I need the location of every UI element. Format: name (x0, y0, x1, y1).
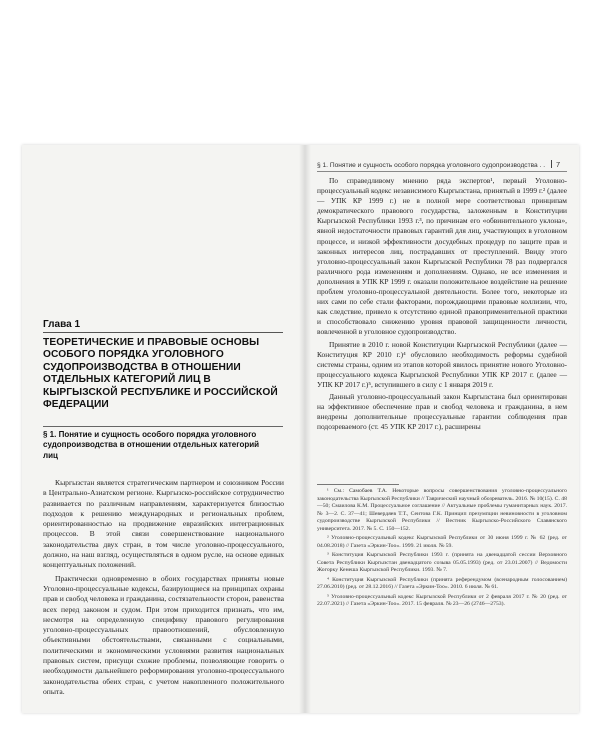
running-head-separator (551, 160, 552, 168)
right-page (305, 145, 579, 713)
body-paragraph: По справедливому мнению ряда экспертов¹, первый Уголовно-процессуальный кодекс независимого Кыргызстана, принятый в 1999 г.² (далее — УПК КР 1999 г.) не в полной мере соответствовал принципам демократического правового государства, заложенным в Конституции Кыргызской Республики 1993 г.³, по причинам его «обвинительного уклона», явной недостаточности правовых гарантий для лиц, участвующих в уголовном процессе, и низкой эффективности досудебных процедур по защите прав и законных интересов лиц, пострадавших от преступлений. Ввиду этого уголовно-процессуальный закон Кыргызской Республики 78 раз подвергался различного рода изменениям и дополнениям. Однако, не все изменения и дополнения в УПК КР 1999 г. оказали положительное воздействие на решение проблем уголовно-процессуальной деятельности. Более того, некоторые из них сами по себе стали факторами, порождающими правовые коллизии, что, как следствие, привело к отсутствию единой правоприменительной практики и способствовало снижению уровня правовой защищенности личности, вовлеченной в уголовное судопроизводство. (317, 176, 567, 337)
running-head-title: § 1. Понятие и сущность особого порядка уголовного судопроизводства . . (317, 162, 546, 169)
running-head-divider (317, 171, 567, 172)
chapter-divider (43, 332, 283, 333)
footnote: ² Уголовно-процессуальный кодекс Кыргызской Республики от 30 июня 1999 г. № 62 (ред. от 04.08.2018) // Газета «Эркин-Тоо». 1999. 21 июля. № 59. (317, 535, 567, 549)
left-body-text (43, 478, 284, 700)
right-body-text (317, 176, 567, 434)
section-divider (43, 426, 283, 427)
page-number: 7 (556, 160, 561, 169)
footnote-divider (317, 484, 399, 485)
footnote: ⁵ Уголовно-процессуальный кодекс Кыргызской Республики от 2 февраля 2017 г. № 20 (ред. от 22.07.2021) // Газета «Эркин-Тоо». 2017. 15 февраля. № 23—26 (2746—2753). (317, 593, 567, 607)
footnote: ¹ См.: Самобаев Т.А. Некоторые вопросы совершенствования уголовно-процессуального законодательства Кыргызской Республики // Таврический научный обозреватель. 2016. № 10(15). С. 48—50; Смаилова К.М. Процессуальное соглашение // Актуальные проблемы гуманитарных наук. 2017. № 3—2. С. 37—41; Шевердяев Т.Т., Сеитова Г.К. Принцип презумпции невиновности в уголовном судопроизводстве Кыргызской Республики // Вестник Кыргызско-Российского Славянского университета. 2017. № 5. С. 150—152. (317, 488, 567, 532)
footnote: ³ Конституция Кыргызской Республики 1993 г. (принята на двенадцатой сессии Верховного Совета Республики Кыргызстан двенадцатого созыва 05.05.1993) (ред. от 23.01.2007) // Ведомости Жогорку Кенеша Кыргызской Республики. 1993. № 7. (317, 552, 567, 573)
footnote: ⁴ Конституция Кыргызской Республики (принята референдумом (всенародным голосованием) 27.06.2010) (ред. от 28.12.2016) // Газета «Эркин-Тоо». 2010. 6 июля. № 61. (317, 576, 567, 590)
body-paragraph: Данный уголовно-процессуальный закон Кыргызстана был ориентирован на эффективное обеспечение прав и свобод человека и гражданина, в нем внедрены дополнительные процессуальные гарантии соблюдения прав подозреваемого (ст. 45 УПК КР 2017 г.), расширены (317, 391, 567, 432)
running-head (317, 160, 567, 169)
body-paragraph: Принятие в 2010 г. новой Конституции Кыргызской Республики (далее — Конституция КР 2010 г.)⁴ обусловило необходимость реформы судебной системы страны, одним из этапов которой явилось принятие нового Уголовно-процессуального кодекса Кыргызской Республики УПК КР 2017 г. (далее — УПК КР 2017 г.)⁵, вступившего в силу с 1 января 2019 г. (317, 339, 567, 389)
body-paragraph: Практически одновременно в обоих государствах приняты новые Уголовно-процессуальные кодексы, базирующиеся на принципах охраны прав и свобод человека и гражданина, состязательности сторон, равенства всех перед законом и судом. При этом приходится признать, что им, несмотря на определенную специфику правового регулирования уголовно-процессуальных правоотношений, обусловленную объективными обстоятельствами, связанными с социальными, политическими и экономическими условиями развития национальных правовых систем, присущи схожие проблемы, позволяющие говорить о необходимости дальнейшего реформирования уголовно-процессуального законодательства обеих стран, с учетом накопленного положительного опыта. (43, 573, 284, 696)
left-page (22, 145, 305, 713)
footnotes (317, 488, 567, 611)
chapter-label: Глава 1 (43, 319, 81, 330)
body-paragraph: Кыргызстан является стратегическим партнером и союзником России в Центрально-Азиатском регионе. Кыргызско-российское сотрудничество развивается по различным направлениям, характеризуется близостью подходов к решению международных и региональных проблем, ориентированностью на продвижение евразийских интеграционных процессов. В этой связи совершенствование национального законодательства двух стран, в том числе уголовно-процессуального, должно, на наш взгляд, осуществляться в одном русле, на основе единых концептуальных положений. (43, 478, 284, 570)
book-gutter (299, 145, 311, 713)
book-spread (22, 145, 579, 713)
chapter-title: ТЕОРЕТИЧЕСКИЕ И ПРАВОВЫЕ ОСНОВЫ ОСОБОГО ПОРЯДКА УГОЛОВНОГО СУДОПРОИЗВОДСТВА В ОТНОШЕНИИ ОТДЕЛЬНЫХ КАТЕГОРИЙ ЛИЦ В КЫРГЫЗСКОЙ РЕСПУБЛИКЕ И РОССИЙСКОЙ ФЕДЕРАЦИИ (43, 337, 278, 411)
section-heading: § 1. Понятие и сущность особого порядка уголовного судопроизводства в отношении отдельных категорий лиц (43, 430, 260, 460)
